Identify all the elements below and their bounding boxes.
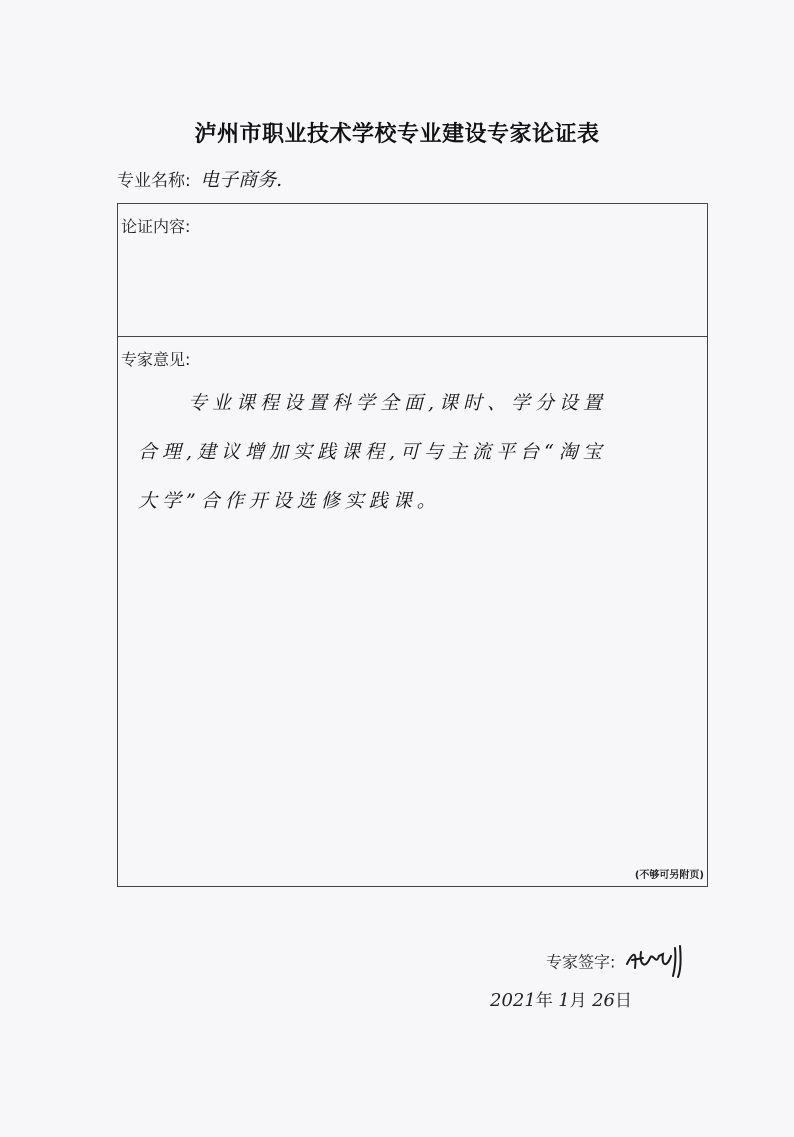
content-section [118, 204, 707, 337]
opinion-line: 合理,建议增加实践课程,可与主流平台“淘宝 [138, 441, 607, 463]
opinion-line: 大学”合作开设选修实践课。 [138, 490, 441, 512]
major-row [117, 165, 282, 192]
signature-mark [623, 944, 685, 982]
date-day-unit: 日 [614, 991, 632, 1011]
form-title: 泸州市职业技术学校专业建设专家论证表 [194, 122, 600, 147]
date-row [490, 986, 632, 1011]
date-day: 26 [592, 990, 615, 1011]
opinion-line: 专业课程设置科学全面,课时、学分设置 [188, 392, 608, 414]
opinion-section [118, 337, 707, 886]
signature-label: 专家签字: [546, 952, 616, 972]
date-year-unit: 年 [535, 991, 553, 1011]
date-year: 2021 [490, 990, 536, 1011]
date-month-unit: 月 [569, 991, 587, 1011]
opinion-label: 专家意见: [121, 350, 191, 369]
major-label: 专业名称: [117, 171, 191, 191]
form-table [117, 203, 708, 887]
content-label: 论证内容: [121, 217, 191, 236]
signature-row [546, 944, 685, 982]
major-value: 电子商务. [200, 169, 283, 191]
opinion-text [138, 379, 698, 526]
date-month: 1 [558, 990, 570, 1011]
footnote: (不够可另附页) [634, 870, 704, 881]
